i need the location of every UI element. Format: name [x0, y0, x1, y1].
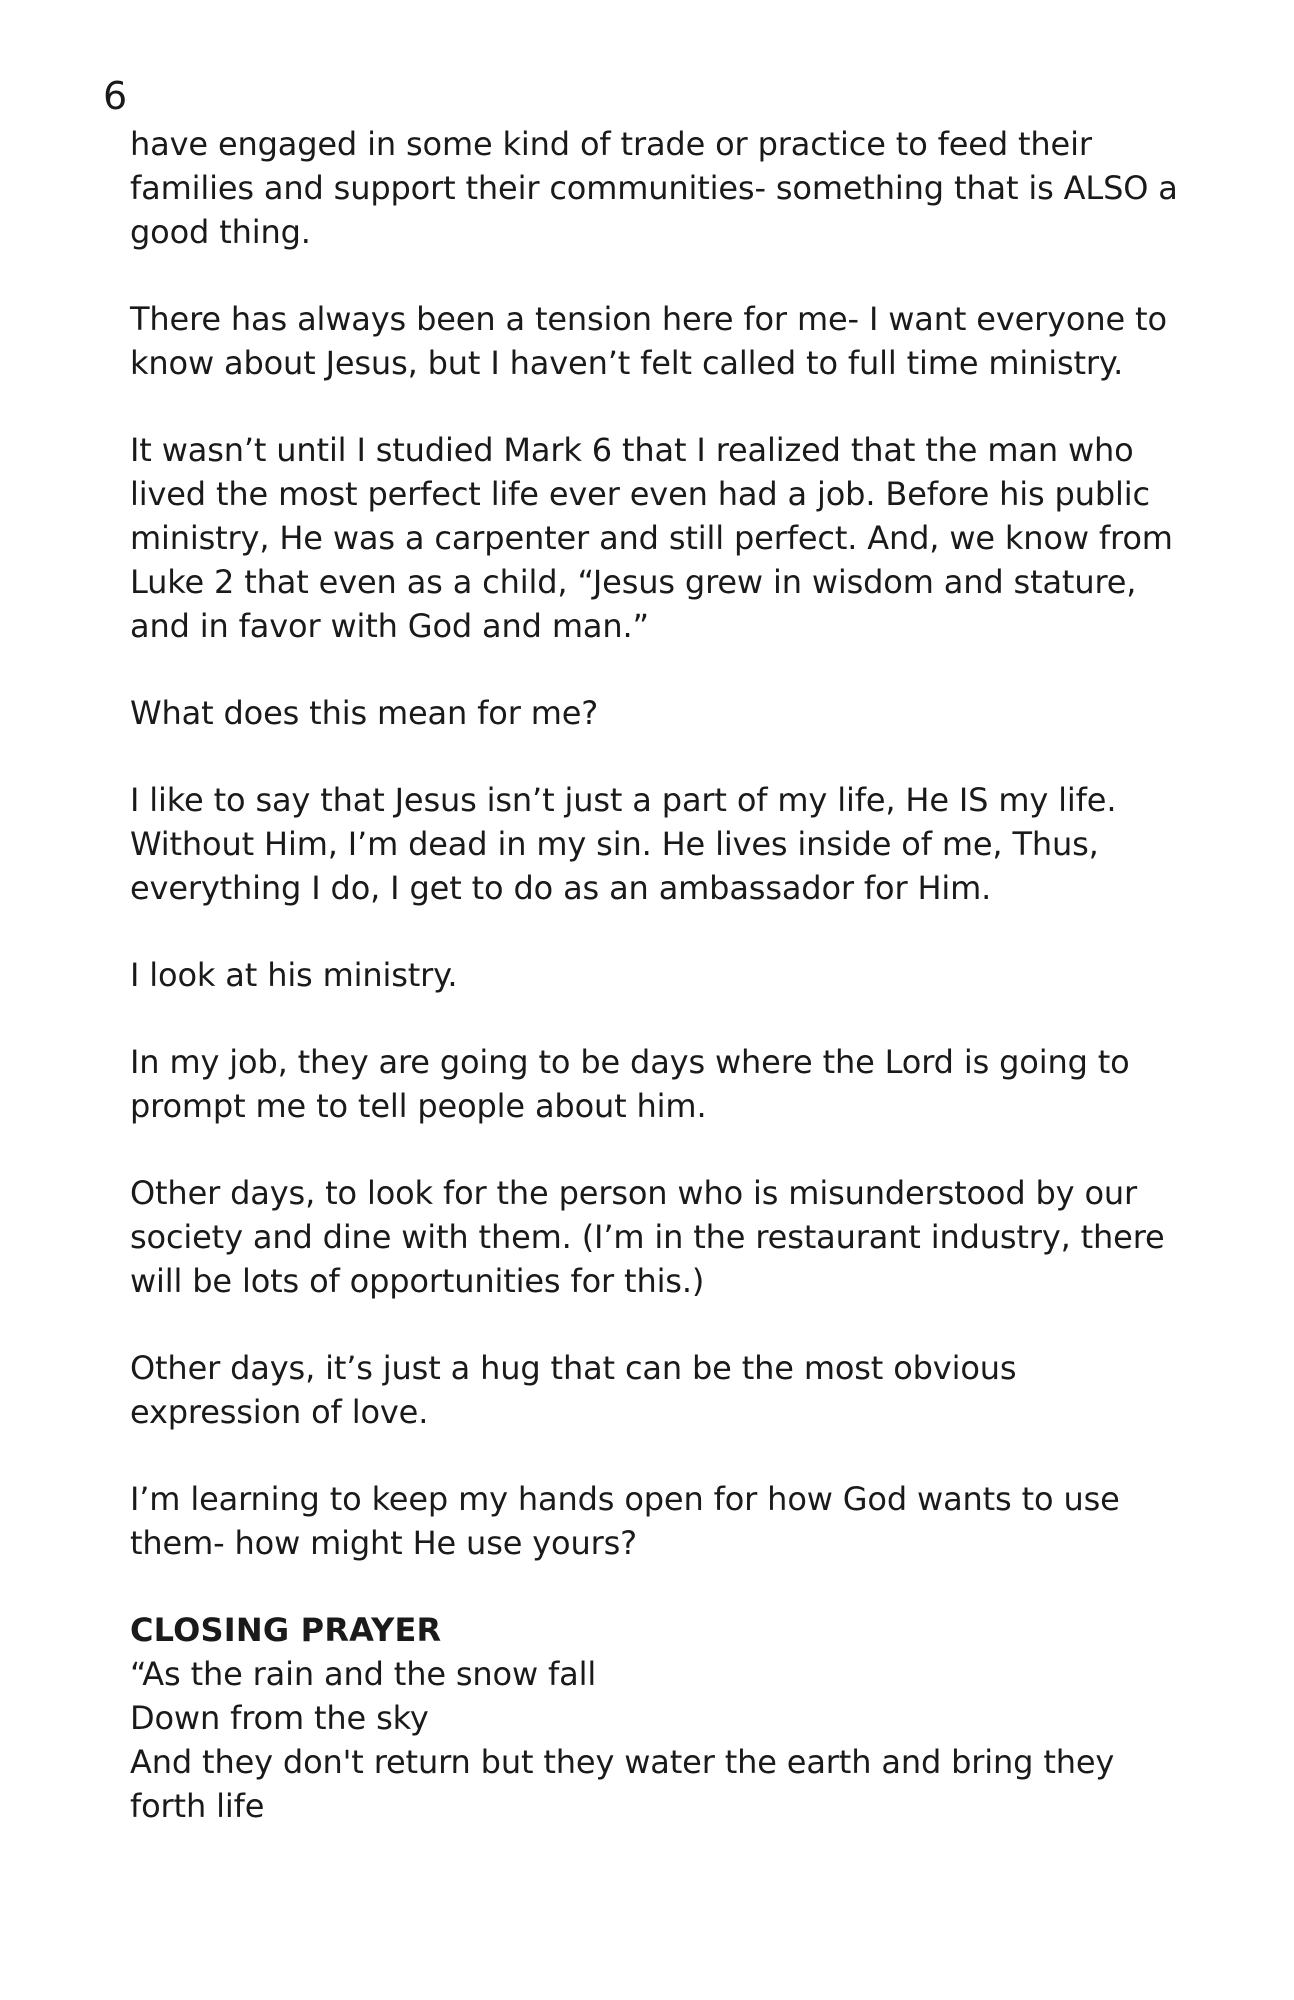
prayer-line: “As the rain and the snow fall: [130, 1655, 597, 1693]
text-line: them- how might He use yours?: [130, 1524, 637, 1562]
text-line: have engaged in some kind of trade or practice to feed their: [130, 125, 1092, 163]
text-line: ministry, He was a carpenter and still perfect. And, we know from: [130, 519, 1173, 557]
text-line: families and support their communities- something that is ALSO a: [130, 169, 1178, 207]
text-line: good thing.: [130, 213, 311, 251]
text-line: everything I do, I get to do as an ambassador for Him.: [130, 869, 992, 907]
text-line: Other days, to look for the person who is misunderstood by our: [130, 1174, 1138, 1212]
text-line: Other days, it’s just a hug that can be the most obvious: [130, 1349, 1017, 1387]
text-line: I look at his ministry.: [130, 956, 458, 994]
text-line: and in favor with God and man.”: [130, 607, 649, 645]
text-line: There has always been a tension here for me- I want everyone to: [130, 300, 1167, 338]
text-line: lived the most perfect life ever even had a job. Before his public: [130, 475, 1150, 513]
prayer-line: forth life: [130, 1787, 265, 1825]
text-line: I like to say that Jesus isn’t just a part of my life, He IS my life.: [130, 781, 1117, 819]
paragraph: [130, 428, 1210, 648]
text-line: society and dine with them. (I’m in the restaurant industry, there: [130, 1218, 1165, 1256]
text-line: In my job, they are going to be days where the Lord is going to: [130, 1043, 1130, 1081]
prayer-line: Down from the sky: [130, 1699, 429, 1737]
paragraph: [130, 297, 1210, 385]
text-line: prompt me to tell people about him.: [130, 1087, 707, 1125]
closing-prayer-section: [130, 1608, 1210, 1828]
paragraph: [130, 953, 1210, 997]
text-line: It wasn’t until I studied Mark 6 that I realized that the man who: [130, 431, 1134, 469]
closing-prayer-heading: CLOSING PRAYER: [130, 1611, 442, 1649]
text-line: will be lots of opportunities for this.): [130, 1262, 705, 1300]
paragraph: [130, 1040, 1210, 1128]
text-line: What does this mean for me?: [130, 694, 599, 732]
page-number: 6: [103, 74, 128, 118]
paragraph: [130, 691, 1210, 735]
text-line: expression of love.: [130, 1393, 429, 1431]
paragraph: [130, 1171, 1210, 1303]
text-line: I’m learning to keep my hands open for how God wants to use: [130, 1480, 1120, 1518]
closing-prayer-text: [130, 1652, 1210, 1828]
paragraph: [130, 1477, 1210, 1565]
paragraph: [130, 122, 1210, 254]
prayer-line: And they don't return but they water the earth and bring they: [130, 1743, 1115, 1781]
text-line: Without Him, I’m dead in my sin. He lives inside of me, Thus,: [130, 825, 1099, 863]
paragraph: [130, 778, 1210, 910]
page-body: [130, 122, 1210, 1828]
paragraph: [130, 1346, 1210, 1434]
text-line: know about Jesus, but I haven’t felt called to full time ministry.: [130, 344, 1124, 382]
text-line: Luke 2 that even as a child, “Jesus grew in wisdom and stature,: [130, 563, 1137, 601]
